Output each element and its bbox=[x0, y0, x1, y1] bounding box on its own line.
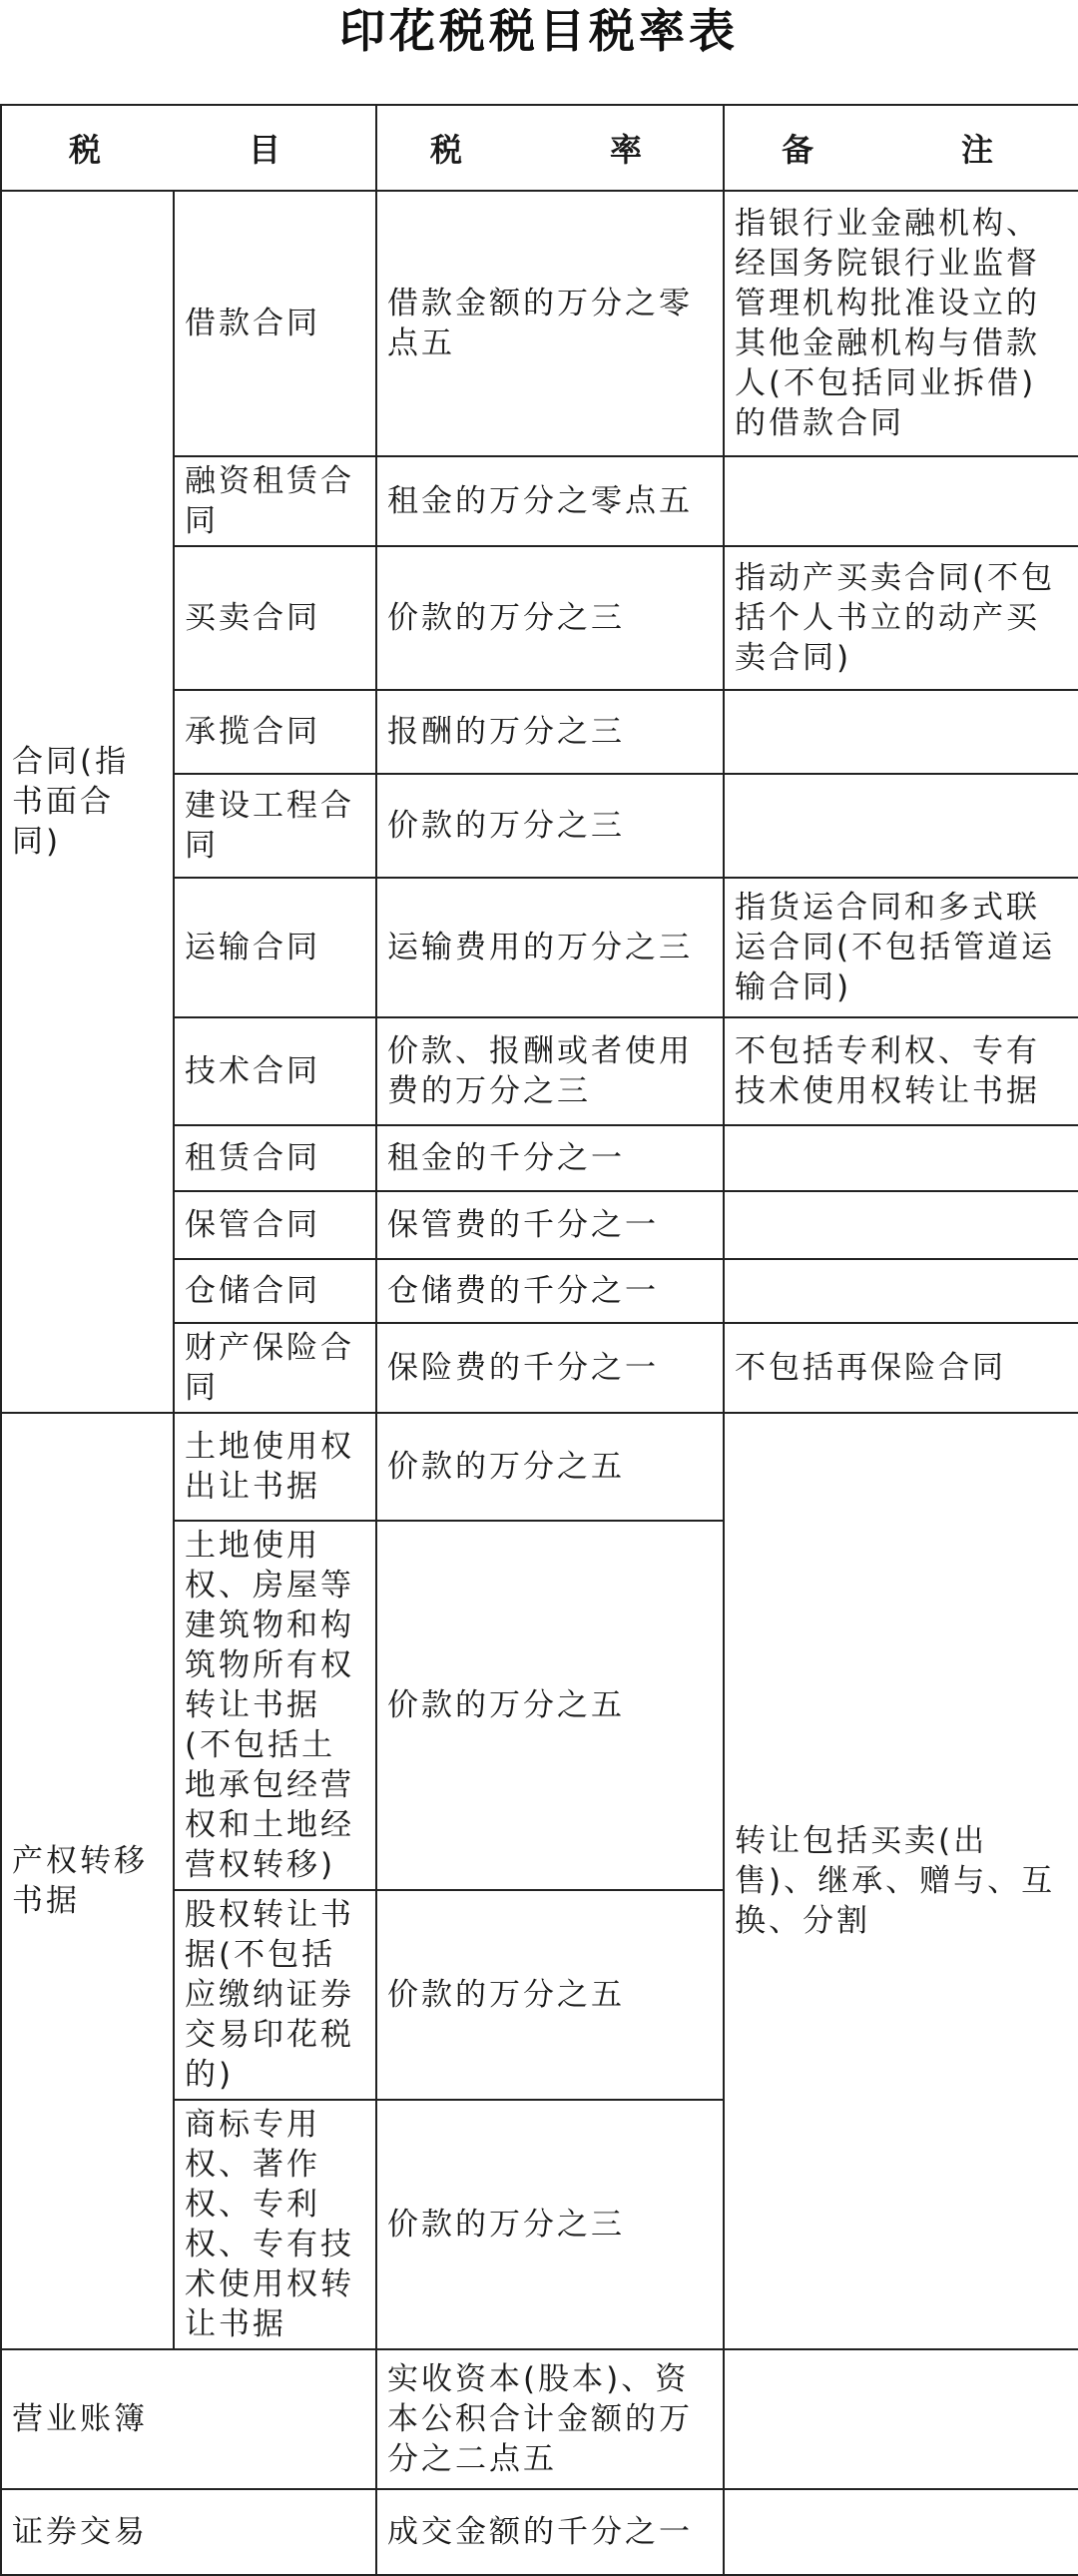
item-name: 建设工程合同 bbox=[174, 774, 376, 878]
item-name: 土地使用权出让书据 bbox=[174, 1413, 376, 1521]
item-rate: 租金的千分之一 bbox=[376, 1125, 724, 1191]
item-note bbox=[724, 1191, 1078, 1259]
item-note bbox=[724, 690, 1078, 774]
item-rate: 保管费的千分之一 bbox=[376, 1191, 724, 1259]
header-rate: 税 率 bbox=[376, 105, 724, 191]
item-note: 指动产买卖合同(不包括个人书立的动产买卖合同) bbox=[724, 546, 1078, 690]
item-rate: 报酬的万分之三 bbox=[376, 690, 724, 774]
item-note: 不包括再保险合同 bbox=[724, 1323, 1078, 1413]
item-rate: 价款的万分之五 bbox=[376, 1890, 724, 2100]
item-rate: 价款的万分之三 bbox=[376, 2100, 724, 2349]
item-note: 指货运合同和多式联运合同(不包括管道运输合同) bbox=[724, 878, 1078, 1017]
item-name: 借款合同 bbox=[174, 191, 376, 456]
property-note: 转让包括买卖(出售)、继承、赠与、互换、分割 bbox=[724, 1413, 1078, 2349]
table-row bbox=[1, 2349, 1078, 2489]
item-rate: 价款、报酬或者使用费的万分之三 bbox=[376, 1017, 724, 1125]
item-note: 不包括专利权、专有技术使用权转让书据 bbox=[724, 1017, 1078, 1125]
item-rate: 运输费用的万分之三 bbox=[376, 878, 724, 1017]
item-name: 技术合同 bbox=[174, 1017, 376, 1125]
item-rate: 保险费的千分之一 bbox=[376, 1323, 724, 1413]
item-name: 融资租赁合同 bbox=[174, 456, 376, 546]
item-note bbox=[724, 1259, 1078, 1323]
table-row bbox=[1, 191, 1078, 456]
item-name: 仓储合同 bbox=[174, 1259, 376, 1323]
item-name: 商标专用权、著作权、专利权、专有技术使用权转让书据 bbox=[174, 2100, 376, 2349]
item-note bbox=[724, 2349, 1078, 2489]
item-note bbox=[724, 1125, 1078, 1191]
item-name: 买卖合同 bbox=[174, 546, 376, 690]
header-note: 备 注 bbox=[724, 105, 1078, 191]
category-securities: 证券交易 bbox=[1, 2489, 376, 2575]
item-rate: 价款的万分之五 bbox=[376, 1521, 724, 1890]
item-name: 承揽合同 bbox=[174, 690, 376, 774]
item-rate: 实收资本(股本)、资本公积合计金额的万分之二点五 bbox=[376, 2349, 724, 2489]
item-note bbox=[724, 456, 1078, 546]
item-note: 指银行业金融机构、经国务院银行业监督管理机构批准设立的其他金融机构与借款人(不包括同业拆借)的借款合同 bbox=[724, 191, 1078, 456]
item-name: 土地使用权、房屋等建筑物和构筑物所有权转让书据(不包括土地承包经营权和土地经营权转移) bbox=[174, 1521, 376, 1890]
item-rate: 仓储费的千分之一 bbox=[376, 1259, 724, 1323]
page-title: 印花税税目税率表 bbox=[339, 4, 739, 58]
item-name: 保管合同 bbox=[174, 1191, 376, 1259]
item-note bbox=[724, 774, 1078, 878]
item-rate: 价款的万分之三 bbox=[376, 774, 724, 878]
item-name: 财产保险合同 bbox=[174, 1323, 376, 1413]
item-name: 股权转让书据(不包括应缴纳证券交易印花税的) bbox=[174, 1890, 376, 2100]
item-rate: 价款的万分之三 bbox=[376, 546, 724, 690]
item-rate: 价款的万分之五 bbox=[376, 1413, 724, 1521]
item-rate: 租金的万分之零点五 bbox=[376, 456, 724, 546]
category-ledger: 营业账簿 bbox=[1, 2349, 376, 2489]
tax-rate-table bbox=[0, 104, 1078, 2576]
item-rate: 成交金额的千分之一 bbox=[376, 2489, 724, 2575]
table-row bbox=[1, 1413, 1078, 1521]
category-contract: 合同(指书面合同) bbox=[1, 191, 174, 1413]
category-property-transfer: 产权转移书据 bbox=[1, 1413, 174, 2349]
header-item: 税 目 bbox=[1, 105, 376, 191]
table-header-row bbox=[1, 105, 1078, 191]
item-name: 租赁合同 bbox=[174, 1125, 376, 1191]
item-rate: 借款金额的万分之零点五 bbox=[376, 191, 724, 456]
item-note bbox=[724, 2489, 1078, 2575]
item-name: 运输合同 bbox=[174, 878, 376, 1017]
table-row bbox=[1, 2489, 1078, 2575]
